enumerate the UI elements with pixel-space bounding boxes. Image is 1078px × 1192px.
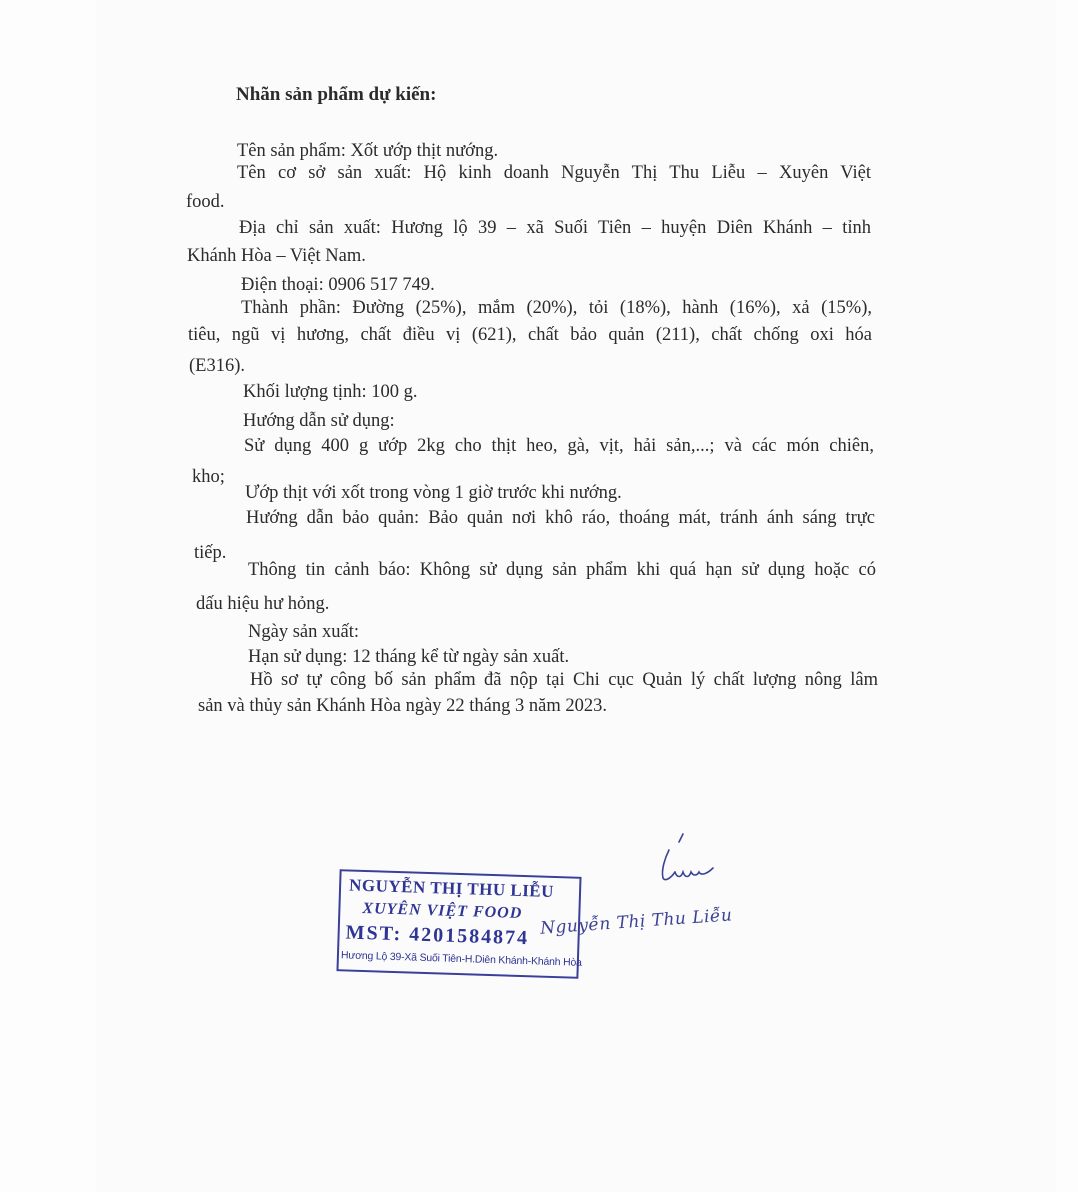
declaration-line-1: Hồ sơ tự công bố sản phẩm đã nộp tại Chi cục Quản lý chất lượng nông lâm — [250, 670, 878, 690]
stamp-owner-name: NGUYỄN THỊ THU LIỄU — [348, 875, 555, 901]
marinate-line: Ướp thịt với xốt trong vòng 1 giờ trước khi nướng. — [245, 483, 622, 503]
stamp-company-name: XUYÊN VIỆT FOOD — [362, 899, 523, 922]
product-name-line: Tên sản phẩm: Xốt ướp thịt nướng. — [237, 141, 499, 161]
document-heading: Nhãn sản phẩm dự kiến: — [236, 84, 437, 105]
net-weight-line: Khối lượng tịnh: 100 g. — [243, 382, 418, 402]
stamp-tax-code: MST: 4201584874 — [345, 921, 530, 950]
producer-line-1: Tên cơ sở sản xuất: Hộ kinh doanh Nguyễn Thị Thu Liễu – Xuyên Việt — [237, 163, 871, 183]
phone-line: Điện thoại: 0906 517 749. — [241, 275, 435, 295]
address-line-2: Khánh Hòa – Việt Nam. — [187, 246, 366, 266]
warning-line-2: dấu hiệu hư hỏng. — [196, 594, 330, 614]
ingredients-line-1: Thành phần: Đường (25%), mắm (20%), tỏi (18%), hành (16%), xả (15%), — [241, 298, 872, 318]
stamp-address: Hương Lộ 39-Xã Suối Tiên-H.Diên Khánh-Khánh Hòa — [340, 949, 582, 969]
signature-mark — [655, 828, 725, 888]
ingredients-line-3: (E316). — [189, 356, 245, 376]
ingredients-line-2: tiêu, ngũ vị hương, chất điều vị (621), chất bảo quản (211), chất chống oxi hóa — [188, 325, 872, 345]
declaration-line-2: sản và thủy sản Khánh Hòa ngày 22 tháng 3 năm 2023. — [198, 696, 607, 716]
storage-line-2: tiếp. — [194, 543, 227, 563]
warning-line-1: Thông tin cảnh báo: Không sử dụng sản phẩm khi quá hạn sử dụng hoặc có — [248, 560, 876, 580]
usage-heading-line: Hướng dẫn sử dụng: — [243, 411, 395, 431]
manufacture-date-line: Ngày sản xuất: — [248, 622, 359, 642]
storage-line-1: Hướng dẫn bảo quản: Bảo quản nơi khô ráo, thoáng mát, tránh ánh sáng trực — [246, 508, 875, 528]
producer-line-2: food. — [186, 192, 225, 212]
signature-handwritten-name: Nguyễn Thị Thu Liễu — [539, 905, 733, 939]
usage-line-2: kho; — [192, 467, 225, 487]
address-line-1: Địa chỉ sản xuất: Hương lộ 39 – xã Suối Tiên – huyện Diên Khánh – tỉnh — [239, 218, 871, 238]
usage-line-1: Sử dụng 400 g ướp 2kg cho thịt heo, gà, vịt, hải sản,...; và các món chiên, — [244, 436, 874, 456]
expiry-line: Hạn sử dụng: 12 tháng kể từ ngày sản xuất. — [248, 647, 570, 667]
